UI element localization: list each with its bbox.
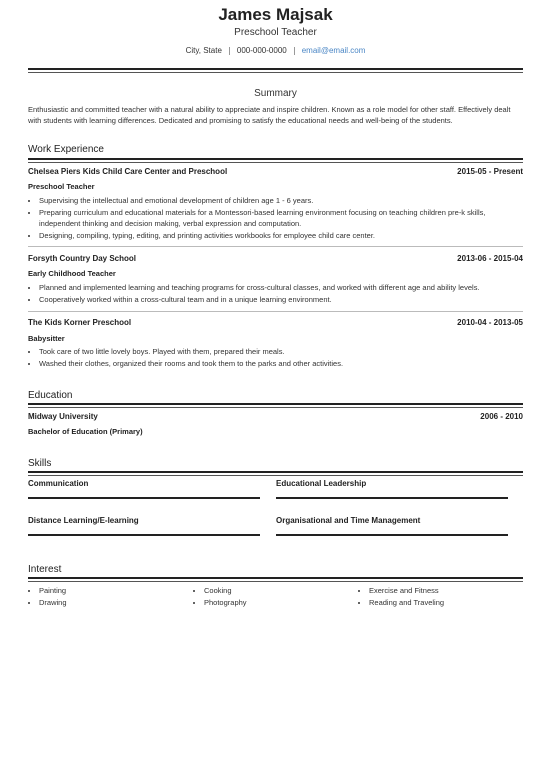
list-item: • Exercise and Fitness [369,585,444,597]
list-item: • Took care of two little lovely boys. Played with them, prepared their meals. [39,346,509,358]
summary-text: Enthusiastic and committed teacher with a natural ability to appreciate and inspire children. Known as a role model for other staff. Effectively dealt with students with learning differences. Dedicated and promising to satisfy the educational needs and well-being of the students. [28,105,511,125]
section-divider [28,577,523,579]
job-divider [28,246,523,247]
skill-name: Educational Leadership [276,479,367,488]
skill-name: Communication [28,479,89,488]
list-item: • Supervising the intellectual and emotional development of children age 1 - 6 years. [39,195,509,207]
education-dates: 2006 - 2010 [480,412,523,421]
section-divider [28,158,523,160]
contact-location: City, State [185,46,222,55]
interest-list [28,585,67,608]
job-role: Early Childhood Teacher [28,269,116,278]
header-divider-thin [28,72,523,73]
list-item: • Preparing curriculum and educational materials for a Montessori-based learning environment focusing on teaching children pre-k skills, independent thinking and decision making, verbal expression and computation. [39,207,509,230]
section-divider-thin [28,162,523,163]
candidate-title: Preschool Teacher [234,27,317,38]
list-item: • Photography [204,597,247,609]
list-item: • Cooking [204,585,247,597]
list-item: • Painting [39,585,67,597]
job-dates: 2013-06 - 2015-04 [457,254,523,263]
skill-name: Organisational and Time Management [276,516,421,525]
contact-email-link[interactable]: email@email.com [301,46,366,55]
work-experience-heading: Work Experience [28,144,104,155]
contact-phone: 000-000-0000 [236,46,287,55]
job-company: Chelsea Piers Kids Child Care Center and Preschool [28,167,228,176]
job-role: Babysitter [28,334,65,343]
contact-line [0,46,551,55]
interest-list [358,585,444,608]
skill-level-bar [28,534,260,536]
job-dates: 2010-04 - 2013-05 [457,318,523,327]
candidate-name: James Majsak [218,5,333,24]
job-bullets [28,346,509,369]
job-role: Preschool Teacher [28,182,95,191]
education-school: Midway University [28,412,98,421]
list-item: • Planned and implemented learning and teaching programs for cross-cultural classes, and worked with different age and ability levels. [39,282,509,294]
list-item: • Washed their clothes, organized their rooms and took them to the parks and other activities. [39,358,509,370]
list-item: • Designing, compiling, typing, editing, and printing activities workbooks for employee child care center. [39,230,509,242]
interest-list [193,585,247,608]
job-company: Forsyth Country Day School [28,254,137,263]
header-divider [28,68,523,70]
section-divider-thin [28,581,523,582]
education-heading: Education [28,390,73,401]
job-bullets [28,195,509,241]
list-item: • Cooperatively worked within a cross-cultural team and in a unique learning environment. [39,294,509,306]
list-item: • Reading and Traveling [369,597,444,609]
education-degree: Bachelor of Education (Primary) [28,427,143,436]
job-bullets [28,282,509,305]
skills-heading: Skills [28,458,52,469]
section-divider-thin [28,407,523,408]
job-company: The Kids Korner Preschool [28,318,132,327]
section-divider [28,403,523,405]
interest-heading: Interest [28,564,62,575]
job-divider [28,311,523,312]
skill-level-bar [28,497,260,499]
skill-level-bar [276,497,508,499]
skill-level-bar [276,534,508,536]
section-divider [28,471,523,473]
summary-heading: Summary [254,88,297,99]
job-dates: 2015-05 - Present [457,167,523,176]
section-divider-thin [28,475,523,476]
skill-name: Distance Learning/E-learning [28,516,139,525]
list-item: • Drawing [39,597,67,609]
